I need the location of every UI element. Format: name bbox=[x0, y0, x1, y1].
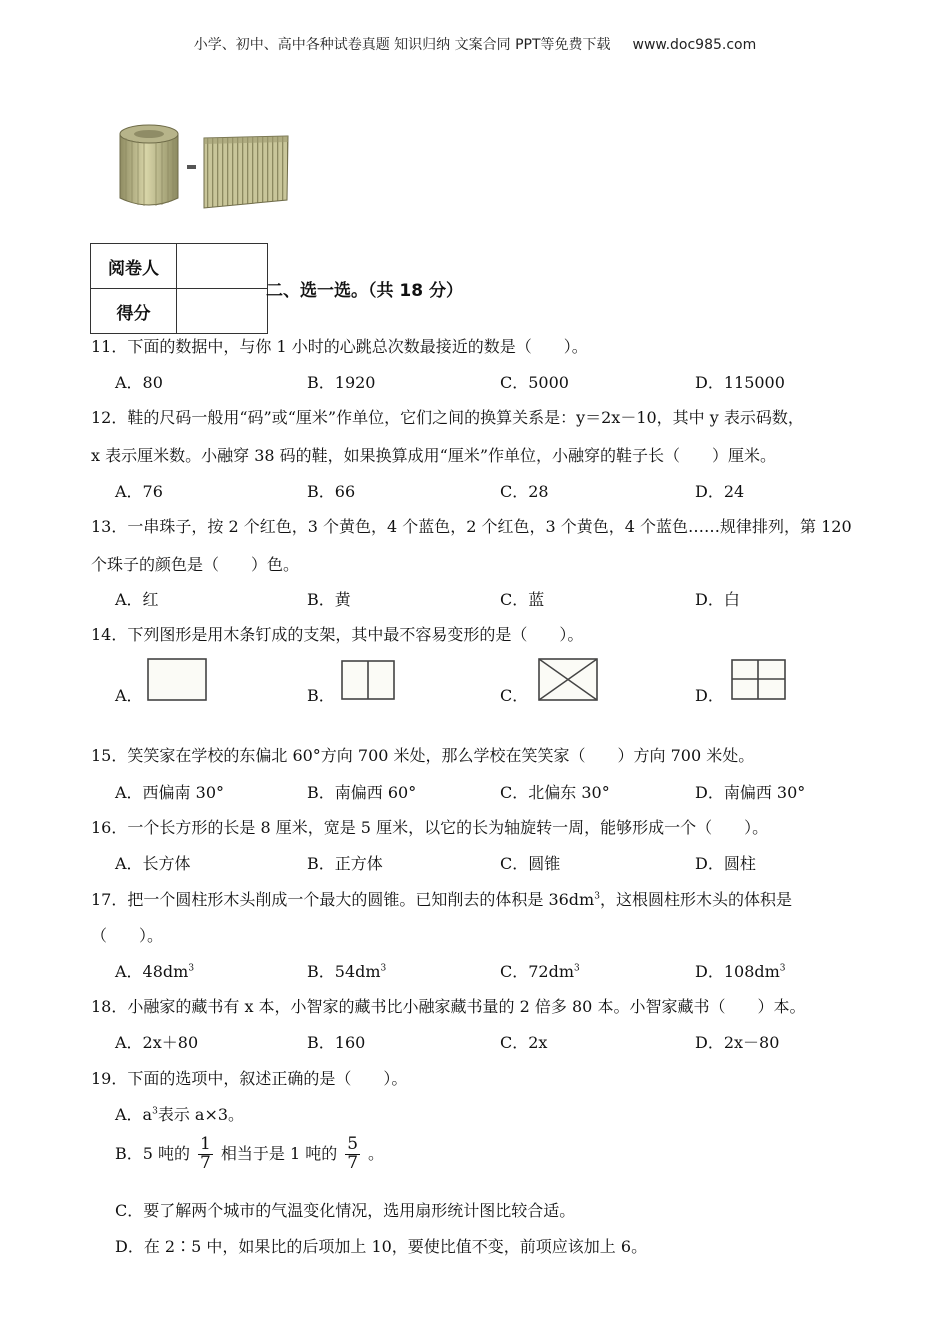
q19-option-a-base: A．a bbox=[115, 1105, 153, 1124]
q17-option-a-text: A．48dm bbox=[115, 962, 189, 981]
q12-option-c: C．28 bbox=[500, 482, 549, 501]
q19-option-c: C．要了解两个城市的气温变化情况，选用扇形统计图比较合适。 bbox=[115, 1201, 576, 1220]
q13-option-b: B．黄 bbox=[307, 590, 351, 609]
q17-option-c-text: C．72dm bbox=[500, 962, 575, 981]
q17-option-b bbox=[307, 959, 386, 982]
q16-option-d: D．圆柱 bbox=[695, 854, 756, 873]
question-11-stem: 11．下面的数据中，与你 1 小时的心跳总次数最接近的数是（ ）。 bbox=[91, 337, 588, 356]
q13-option-a: A．红 bbox=[115, 590, 159, 609]
q11-option-b: B．1920 bbox=[307, 373, 376, 392]
header-text: 小学、初中、高中各种试卷真题 知识归纳 文案合同 PPT等免费下载 bbox=[193, 37, 611, 53]
q19-option-b-part3: 。 bbox=[368, 1143, 385, 1163]
fraction-one-seventh bbox=[198, 1136, 213, 1173]
q17-option-d-exp: 3 bbox=[779, 963, 786, 974]
q17-stem-part2: ，这根圆柱形木头的体积是 bbox=[599, 890, 792, 909]
q17-option-b-text: B．54dm bbox=[307, 962, 381, 981]
reviewer-value[interactable] bbox=[177, 244, 268, 289]
q17-option-d bbox=[695, 959, 786, 982]
fraction-five-sevenths bbox=[345, 1136, 360, 1173]
q13-option-c: C．蓝 bbox=[500, 590, 545, 609]
q15-option-c: C．北偏东 30° bbox=[500, 783, 610, 802]
q18-option-b: B．160 bbox=[307, 1033, 366, 1052]
q17-stem-part1: 17．把一个圆柱形木头削成一个最大的圆锥。已知削去的体积是 36dm bbox=[91, 890, 595, 909]
q16-option-b: B．正方体 bbox=[307, 854, 383, 873]
q14-option-b: B． bbox=[307, 686, 335, 705]
q18-option-d: D．2x－80 bbox=[695, 1033, 780, 1052]
q17-option-a bbox=[115, 959, 194, 982]
score-value[interactable] bbox=[177, 289, 268, 334]
question-13-stem-line2: 个珠子的颜色是（ ）色。 bbox=[91, 555, 300, 574]
q15-option-b: B．南偏西 60° bbox=[307, 783, 417, 802]
q18-option-a: A．2x＋80 bbox=[115, 1033, 199, 1052]
fraction-2-denominator: 7 bbox=[347, 1152, 359, 1173]
score-label: 得分 bbox=[91, 289, 177, 334]
frame-rectangle-shape bbox=[145, 656, 211, 704]
q12-option-d: D．24 bbox=[695, 482, 745, 501]
q11-option-a: A．80 bbox=[115, 373, 163, 392]
q19-option-b-part1: B．5 吨的 bbox=[115, 1143, 191, 1163]
q19-option-b-part2: 相当于是 1 吨的 bbox=[220, 1143, 338, 1163]
question-12-stem-line1: 12．鞋的尺码一般用“码”或“厘米”作单位，它们之间的换算关系是：y＝2x－10，其中 y 表示码数， bbox=[91, 408, 804, 427]
q11-option-c: C．5000 bbox=[500, 373, 569, 392]
wood-cylinder-illustration bbox=[112, 120, 297, 212]
q17-option-b-exp: 3 bbox=[380, 963, 387, 974]
q13-option-d: D．白 bbox=[695, 590, 740, 609]
q18-option-c: C．2x bbox=[500, 1033, 548, 1052]
section-title: 二、选一选。（共 18 分） bbox=[266, 281, 463, 301]
q17-option-c bbox=[500, 959, 580, 982]
question-14-stem: 14．下列图形是用木条钉成的支架，其中最不容易变形的是（ ）。 bbox=[91, 625, 584, 644]
q14-option-a: A． bbox=[115, 686, 143, 705]
q17-exponent: 3 bbox=[594, 891, 600, 902]
fraction-2-numerator: 5 bbox=[347, 1134, 359, 1154]
q12-option-b: B．66 bbox=[307, 482, 356, 501]
q16-option-a: A．长方体 bbox=[115, 854, 191, 873]
q14-option-c: C． bbox=[500, 686, 529, 705]
q16-option-c: C．圆锥 bbox=[500, 854, 561, 873]
grader-table bbox=[90, 243, 268, 334]
page-header bbox=[0, 34, 950, 54]
q19-option-d: D．在 2∶5 中，如果比的后项加上 10，要使比值不变，前项应该加上 6。 bbox=[115, 1237, 648, 1256]
q17-option-d-text: D．108dm bbox=[695, 962, 780, 981]
reviewer-label: 阅卷人 bbox=[91, 244, 177, 289]
q11-option-d: D．115000 bbox=[695, 373, 785, 392]
q15-option-a: A．西偏南 30° bbox=[115, 783, 225, 802]
q19-option-a-rest: 表示 a×3。 bbox=[157, 1105, 245, 1124]
frame-vertical-brace-shape bbox=[339, 658, 399, 704]
q12-option-a: A．76 bbox=[115, 482, 163, 501]
q14-option-d: D． bbox=[695, 686, 724, 705]
question-15-stem: 15．笑笑家在学校的东偏北 60°方向 700 米处，那么学校在笑笑家（ ）方向 700 米处。 bbox=[91, 746, 755, 765]
question-18-stem: 18．小融家的藏书有 x 本，小智家的藏书比小融家藏书量的 2 倍多 80 本。小智家藏书（ ）本。 bbox=[91, 997, 806, 1016]
question-17-stem-line2: （ ）。 bbox=[91, 926, 164, 945]
question-19-stem: 19．下面的选项中，叙述正确的是（ ）。 bbox=[91, 1069, 408, 1088]
q19-option-b bbox=[115, 1136, 384, 1173]
q15-option-d: D．南偏西 30° bbox=[695, 783, 806, 802]
question-13-stem-line1: 13．一串珠子，按 2 个红色，3 个黄色，4 个蓝色，2 个红色，3 个黄色，4 个蓝色……规律排列，第 120 bbox=[91, 517, 852, 536]
question-17-stem-line1 bbox=[91, 887, 792, 910]
question-12-stem-line2: x 表示厘米数。小融穿 38 码的鞋，如果换算成用“厘米”作单位，小融穿的鞋子长（ ）厘米。 bbox=[91, 446, 777, 465]
fraction-1-denominator: 7 bbox=[200, 1152, 211, 1173]
q17-option-c-exp: 3 bbox=[574, 963, 580, 974]
frame-cross-brace-shape bbox=[729, 657, 789, 703]
q19-option-a bbox=[115, 1102, 244, 1125]
question-16-stem: 16．一个长方形的长是 8 厘米，宽是 5 厘米，以它的长为轴旋转一周，能够形成一个（ ）。 bbox=[91, 818, 769, 837]
header-url: www.doc985.com bbox=[632, 37, 757, 53]
q17-option-a-exp: 3 bbox=[188, 963, 195, 974]
fraction-1-numerator: 1 bbox=[200, 1134, 211, 1154]
frame-diagonal-brace-shape bbox=[536, 656, 602, 704]
q19-option-a-exp: 3 bbox=[152, 1106, 158, 1117]
